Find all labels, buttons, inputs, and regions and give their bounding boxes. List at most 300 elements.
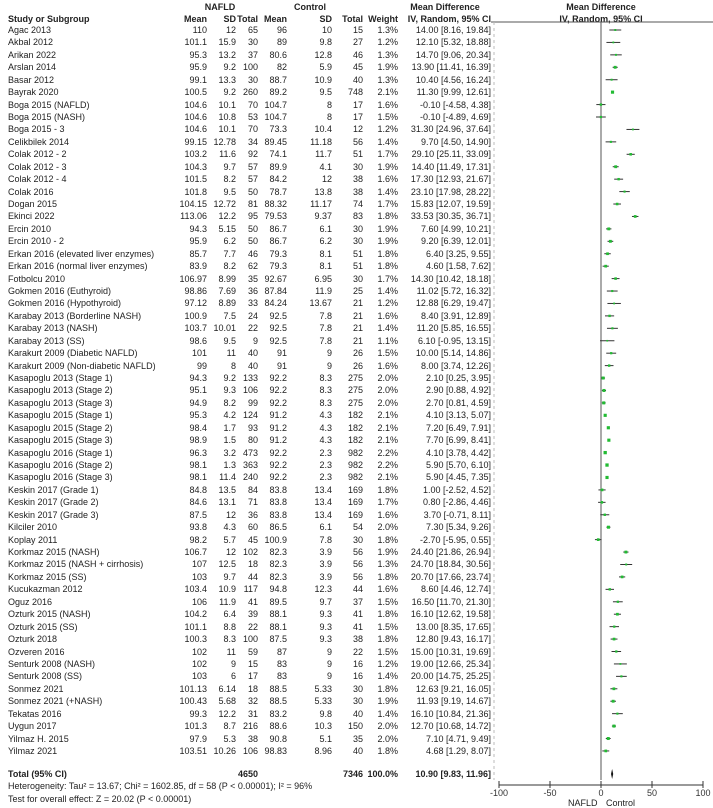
nafld-sd: 8 xyxy=(230,360,236,371)
nafld-sd: 10.01 xyxy=(213,323,236,334)
nafld-total: 65 xyxy=(247,25,258,35)
study-name: Kasapoglu 2013 (Stage 1) xyxy=(8,373,113,384)
control-sd: 6.1 xyxy=(319,223,332,234)
mean-diff-ci: 2.10 [0.25, 3.95] xyxy=(425,373,491,384)
nafld-sd: 9.7 xyxy=(223,571,236,582)
mean-diff-ci: 3.70 [-0.71, 8.11] xyxy=(423,509,491,520)
nafld-total: 22 xyxy=(247,323,258,334)
mean-diff-ci: 5.90 [5.70, 6.10] xyxy=(425,460,491,471)
control-sd: 9.3 xyxy=(319,621,332,632)
effect-square xyxy=(614,165,617,168)
control-mean: 88.1 xyxy=(269,621,287,632)
weight: 1.6% xyxy=(377,99,398,110)
effect-square xyxy=(614,277,617,280)
nafld-sd: 9.2 xyxy=(223,62,236,73)
nafld-total: 9 xyxy=(252,335,258,346)
control-total: 169 xyxy=(347,509,363,520)
effect-square xyxy=(610,352,612,354)
nafld-mean: 103 xyxy=(191,571,207,582)
effect-square xyxy=(602,377,605,380)
nafld-mean: 104.6 xyxy=(184,124,207,135)
control-total: 40 xyxy=(352,745,363,756)
mean-diff-ci: 15.83 [12.07, 19.59] xyxy=(410,199,491,210)
weight: 2.1% xyxy=(377,410,398,421)
control-mean: 91 xyxy=(276,348,287,359)
control-mean: 83.8 xyxy=(269,497,287,508)
nafld-mean: 99.1 xyxy=(189,74,207,85)
control-sd: 13.4 xyxy=(314,484,332,495)
study-name: Boga 2015 (NASH) xyxy=(8,112,86,122)
control-mean: 83.2 xyxy=(269,708,287,719)
control-mean: 92.2 xyxy=(269,397,287,408)
nafld-total: 36 xyxy=(247,509,258,520)
control-mean: 92.2 xyxy=(269,373,287,384)
control-sd: 7.8 xyxy=(319,310,332,321)
control-sd: 6.95 xyxy=(314,273,332,284)
control-mean: 91 xyxy=(276,360,287,371)
nafld-sd: 5.15 xyxy=(218,223,236,234)
control-total: 51 xyxy=(352,261,363,272)
nafld-mean: 101 xyxy=(191,348,207,359)
study-name: Ercin 2010 xyxy=(8,223,52,234)
mean-diff-ci: 29.10 [25.11, 33.09] xyxy=(411,149,491,160)
nafld-mean: 103 xyxy=(191,671,207,682)
study-name: Kilciler 2010 xyxy=(8,522,58,533)
nafld-sd: 7.69 xyxy=(218,286,236,297)
nafld-total: 62 xyxy=(247,261,258,272)
mean-diff-ci: 6.40 [3.25, 9.55] xyxy=(425,248,491,259)
study-name: Yilmaz 2021 xyxy=(8,745,58,756)
weight: 2.1% xyxy=(377,87,398,98)
total-label: Total (95% CI) xyxy=(8,769,67,779)
study-name: Kasapoglu 2013 (Stage 2) xyxy=(8,385,113,396)
control-mean: 86.7 xyxy=(269,236,287,247)
nafld-total: 50 xyxy=(247,236,258,247)
mean-diff-ci: 16.50 [11.70, 21.30] xyxy=(411,596,491,607)
summary-diamond xyxy=(611,769,613,779)
control-sd: 13.67 xyxy=(309,298,332,309)
control-total: 16 xyxy=(352,671,363,682)
effect-square xyxy=(629,153,632,156)
study-name: Gokmen 2016 (Euthyroid) xyxy=(8,286,112,297)
effect-square xyxy=(612,725,615,728)
control-sd: 10.4 xyxy=(314,124,332,135)
mean-diff-ci: 15.00 [10.31, 19.69] xyxy=(410,646,491,657)
control-mean: 88.5 xyxy=(269,683,287,694)
weight: 1.9% xyxy=(377,696,398,707)
control-total: 30 xyxy=(352,161,363,172)
mean-diff-ci: 7.70 [6.99, 8.41] xyxy=(425,435,491,446)
nafld-sd: 11.9 xyxy=(219,596,236,607)
header-mean2: Mean xyxy=(263,14,287,24)
mean-diff-ci: 14.30 [10.42, 18.18] xyxy=(410,273,491,284)
nafld-mean: 104.6 xyxy=(184,99,207,110)
effect-square xyxy=(600,103,602,105)
mean-diff-ci: 8.00 [3.74, 12.26] xyxy=(420,360,491,371)
mean-diff-ci: 11.93 [9.19, 14.67] xyxy=(416,696,491,707)
nafld-total: 33 xyxy=(247,298,258,309)
control-mean: 92.5 xyxy=(269,310,287,321)
nafld-sd: 4.2 xyxy=(223,410,236,421)
header-study: Study or Subgroup xyxy=(8,14,90,24)
nafld-mean: 101.13 xyxy=(179,683,207,694)
control-sd: 5.9 xyxy=(319,62,332,73)
nafld-sd: 9.7 xyxy=(223,161,236,172)
study-name: Erkan 2016 (elevated liver enzymes) xyxy=(8,248,155,259)
control-sd: 11.9 xyxy=(315,286,332,297)
effect-square xyxy=(610,141,612,143)
nafld-total: 70 xyxy=(247,99,258,110)
nafld-total: 106 xyxy=(242,745,258,756)
effect-square xyxy=(605,463,608,466)
nafld-mean: 100.3 xyxy=(184,634,207,645)
effect-square xyxy=(613,626,615,628)
weight: 1.3% xyxy=(377,559,398,570)
study-name: Uygun 2017 xyxy=(8,721,57,732)
study-name: Bayrak 2020 xyxy=(8,87,59,98)
mean-diff-ci: 7.60 [4.99, 10.21] xyxy=(420,223,491,234)
control-mean: 89 xyxy=(276,37,287,48)
control-total: 26 xyxy=(352,360,363,371)
nafld-mean: 84.8 xyxy=(189,484,207,495)
control-sd: 5.33 xyxy=(314,696,332,707)
weight: 1.6% xyxy=(377,174,398,185)
nafld-total: 46 xyxy=(247,248,258,259)
control-sd: 9.7 xyxy=(319,596,332,607)
mean-diff-ci: 14.00 [8.16, 19.84] xyxy=(415,25,491,35)
study-name: Colak 2012 - 3 xyxy=(8,161,67,172)
control-total: 17 xyxy=(352,112,363,122)
nafld-mean: 99.3 xyxy=(189,708,207,719)
control-mean: 92.67 xyxy=(264,273,287,284)
study-name: Arikan 2022 xyxy=(8,49,57,60)
weight: 1.6% xyxy=(377,584,398,595)
study-name: Celikbilek 2014 xyxy=(8,136,70,147)
nafld-mean: 95.1 xyxy=(189,385,207,396)
nafld-sd: 12.72 xyxy=(213,199,236,210)
control-total: 275 xyxy=(347,385,363,396)
nafld-total: 99 xyxy=(247,397,258,408)
mean-diff-ci: -0.10 [-4.58, 4.38] xyxy=(419,99,491,110)
mean-diff-ci: 16.10 [10.84, 21.36] xyxy=(410,708,491,719)
control-total: 40 xyxy=(352,74,363,85)
effect-square xyxy=(616,203,619,206)
weight: 2.0% xyxy=(377,522,398,533)
nafld-total: 45 xyxy=(247,534,258,545)
mean-diff-ci: 11.20 [5.85, 16.55] xyxy=(416,323,491,334)
nafld-mean: 102 xyxy=(191,658,207,669)
nafld-mean: 98.6 xyxy=(189,335,207,346)
nafld-sd: 13.5 xyxy=(218,484,236,495)
effect-square xyxy=(608,364,610,366)
weight: 1.4% xyxy=(377,136,398,147)
control-sd: 3.9 xyxy=(319,571,332,582)
mean-diff-ci: 0.80 [-2.86, 4.46] xyxy=(422,497,491,508)
study-name: Korkmaz 2015 (SS) xyxy=(8,571,87,582)
control-mean: 83 xyxy=(276,671,287,682)
mean-diff-ci: -2.70 [-5.95, 0.55] xyxy=(419,534,491,545)
weight: 1.7% xyxy=(377,149,398,160)
mean-diff-ci: -0.10 [-4.89, 4.69] xyxy=(419,112,491,122)
control-mean: 92.2 xyxy=(269,472,287,483)
nafld-total: 30 xyxy=(247,37,258,48)
study-name: Koplay 2011 xyxy=(8,534,58,545)
control-sd: 7.8 xyxy=(319,534,332,545)
control-total: 56 xyxy=(352,559,363,570)
nafld-mean: 101.3 xyxy=(184,721,207,732)
effect-square xyxy=(607,737,610,740)
control-sd: 8.3 xyxy=(319,385,332,396)
control-mean: 73.3 xyxy=(269,124,287,135)
effect-square xyxy=(606,252,609,255)
study-name: Keskin 2017 (Grade 1) xyxy=(8,484,99,495)
control-total: 17 xyxy=(352,99,363,110)
mean-diff-ci: 12.63 [9.21, 16.05] xyxy=(415,683,491,694)
mean-diff-ci: 14.70 [9.06, 20.34] xyxy=(415,49,491,60)
nafld-sd: 5.3 xyxy=(223,733,236,744)
header-total2: Total xyxy=(342,14,363,24)
effect-square xyxy=(634,215,637,218)
control-mean: 89.2 xyxy=(269,87,287,98)
control-sd: 3.9 xyxy=(319,547,332,558)
control-total: 44 xyxy=(352,584,363,595)
study-name: Karakurt 2009 (Non-diabetic NAFLD) xyxy=(8,360,156,371)
control-sd: 4.3 xyxy=(319,410,332,421)
weight: 1.7% xyxy=(377,497,398,508)
study-name: Oguz 2016 xyxy=(8,596,53,607)
control-mean: 89.9 xyxy=(269,161,287,172)
control-sd: 2.3 xyxy=(319,447,332,458)
weight: 2.0% xyxy=(377,721,398,732)
nafld-mean: 103.4 xyxy=(184,584,207,595)
control-mean: 87.84 xyxy=(264,286,287,297)
effect-square xyxy=(632,129,634,131)
control-mean: 88.1 xyxy=(269,609,287,620)
control-sd: 3.9 xyxy=(319,559,332,570)
nafld-sd: 6.14 xyxy=(218,683,236,694)
nafld-mean: 95.9 xyxy=(189,236,207,247)
nafld-mean: 101.8 xyxy=(184,186,207,197)
control-total: 83 xyxy=(352,211,363,222)
nafld-sd: 7.7 xyxy=(223,248,236,259)
nafld-sd: 8.7 xyxy=(223,721,236,732)
control-sd: 10.9 xyxy=(314,74,332,85)
control-mean: 88.7 xyxy=(269,74,287,85)
control-total: 40 xyxy=(352,708,363,719)
weight: 1.8% xyxy=(377,261,398,272)
total-n2: 7346 xyxy=(342,769,363,779)
control-total: 15 xyxy=(352,25,363,35)
study-name: Keskin 2017 (Grade 2) xyxy=(8,497,99,508)
nafld-sd: 8.2 xyxy=(223,174,236,185)
mean-diff-ci: 10.00 [5.14, 14.86] xyxy=(415,348,491,359)
nafld-mean: 106 xyxy=(191,596,207,607)
mean-diff-ci: 2.90 [0.88, 4.92] xyxy=(425,385,491,396)
nafld-mean: 104.3 xyxy=(184,161,207,172)
weight: 1.8% xyxy=(377,745,398,756)
control-sd: 12 xyxy=(321,174,332,185)
weight: 1.4% xyxy=(377,708,398,719)
study-name: Kasapoglu 2016 (Stage 3) xyxy=(8,472,113,483)
effect-square xyxy=(613,687,616,690)
x-tick-label: 50 xyxy=(646,788,658,798)
effect-square xyxy=(617,601,619,603)
nafld-sd: 9 xyxy=(230,658,236,669)
study-name: Karabay 2013 (NASH) xyxy=(8,323,98,334)
nafld-mean: 98.9 xyxy=(189,435,207,446)
header-group2: Control xyxy=(294,2,326,12)
control-mean: 104.7 xyxy=(264,99,287,110)
control-total: 275 xyxy=(347,397,363,408)
effect-square xyxy=(619,663,621,665)
weight: 1.1% xyxy=(377,335,398,346)
effect-square xyxy=(615,650,617,652)
effect-square xyxy=(601,501,604,504)
control-total: 30 xyxy=(352,534,363,545)
nafld-sd: 15.9 xyxy=(218,37,236,48)
nafld-total: 473 xyxy=(242,447,258,458)
nafld-total: 59 xyxy=(247,646,258,657)
control-mean: 79.3 xyxy=(269,261,287,272)
effect-square xyxy=(617,178,619,180)
nafld-mean: 104.6 xyxy=(184,112,207,122)
control-total: 51 xyxy=(352,248,363,259)
control-total: 21 xyxy=(352,323,363,334)
nafld-mean: 97.9 xyxy=(189,733,207,744)
weight: 1.4% xyxy=(377,323,398,334)
nafld-sd: 11 xyxy=(226,646,236,657)
nafld-total: 44 xyxy=(247,571,258,582)
control-sd: 8.1 xyxy=(319,261,332,272)
nafld-total: 37 xyxy=(247,49,258,60)
weight: 2.2% xyxy=(377,460,398,471)
nafld-mean: 98.4 xyxy=(189,422,207,433)
nafld-mean: 98.1 xyxy=(189,472,207,483)
effect-square xyxy=(604,414,607,417)
control-sd: 9.3 xyxy=(319,634,332,645)
control-total: 22 xyxy=(352,646,363,657)
nafld-sd: 13.1 xyxy=(218,497,236,508)
control-total: 30 xyxy=(352,273,363,284)
nafld-total: 30 xyxy=(247,74,258,85)
control-total: 74 xyxy=(352,199,363,210)
study-name: Sonmez 2021 xyxy=(8,683,64,694)
weight: 1.8% xyxy=(377,534,398,545)
mean-diff-ci: 6.10 [-0.95, 13.15] xyxy=(417,335,491,346)
effect-square xyxy=(607,227,610,230)
nafld-sd: 12.78 xyxy=(213,136,236,147)
control-mean: 82.3 xyxy=(269,571,287,582)
control-sd: 7.8 xyxy=(319,323,332,334)
control-total: 748 xyxy=(347,87,363,98)
effect-square xyxy=(604,265,607,268)
nafld-sd: 9.3 xyxy=(223,385,236,396)
control-sd: 5.33 xyxy=(314,683,332,694)
nafld-mean: 97.12 xyxy=(184,298,207,309)
nafld-mean: 94.3 xyxy=(189,373,207,384)
nafld-total: 92 xyxy=(247,149,258,160)
effect-square xyxy=(615,54,617,56)
nafld-sd: 8.8 xyxy=(223,621,236,632)
effect-square xyxy=(600,116,602,118)
control-mean: 89.5 xyxy=(269,596,287,607)
mean-diff-ci: 7.10 [4.71, 9.49] xyxy=(425,733,491,744)
effect-square xyxy=(602,389,605,392)
study-name: Kasapoglu 2015 (Stage 1) xyxy=(8,410,113,421)
x-tick-label: 0 xyxy=(598,788,604,798)
weight: 1.8% xyxy=(377,571,398,582)
mean-diff-ci: 23.10 [17.98, 28.22] xyxy=(410,186,491,197)
study-name: Erkan 2016 (normal liver enzymes) xyxy=(8,261,148,272)
effect-square xyxy=(612,42,614,44)
effect-square xyxy=(604,750,607,753)
control-mean: 96 xyxy=(276,25,287,35)
nafld-total: 50 xyxy=(247,186,258,197)
weight: 1.5% xyxy=(377,621,398,632)
control-sd: 11.7 xyxy=(315,149,332,160)
nafld-mean: 104.2 xyxy=(184,609,207,620)
weight: 1.8% xyxy=(377,634,398,645)
nafld-sd: 10.26 xyxy=(213,745,236,756)
mean-diff-ci: 4.10 [3.13, 5.07] xyxy=(425,410,491,421)
nafld-sd: 8.99 xyxy=(218,273,236,284)
mean-diff-ci: 7.30 [5.34, 9.26] xyxy=(425,522,491,533)
effect-square xyxy=(604,514,606,516)
header-sd1: SD xyxy=(223,14,236,24)
nafld-mean: 102 xyxy=(191,646,207,657)
control-total: 21 xyxy=(352,335,363,346)
nafld-mean: 94.9 xyxy=(189,397,207,408)
nafld-mean: 95.3 xyxy=(189,49,207,60)
weight: 1.3% xyxy=(377,25,398,35)
study-name: Agac 2013 xyxy=(8,25,52,35)
nafld-mean: 113.06 xyxy=(180,211,207,222)
control-mean: 78.7 xyxy=(269,186,287,197)
study-name: Karabay 2013 (SS) xyxy=(8,335,85,346)
header-sd2: SD xyxy=(319,14,332,24)
mean-diff-ci: 2.70 [0.81, 4.59] xyxy=(425,397,491,408)
control-mean: 79.3 xyxy=(269,248,287,259)
nafld-sd: 11.4 xyxy=(219,472,236,483)
control-mean: 100.9 xyxy=(264,534,287,545)
weight: 1.8% xyxy=(377,248,398,259)
nafld-sd: 6.4 xyxy=(223,609,236,620)
nafld-mean: 101.5 xyxy=(184,174,207,185)
nafld-sd: 1.5 xyxy=(223,435,236,446)
header-mean1: Mean xyxy=(183,14,207,24)
nafld-sd: 8.2 xyxy=(223,261,236,272)
effect-square xyxy=(608,315,610,317)
control-sd: 4.1 xyxy=(319,161,332,172)
x-tick-label: -50 xyxy=(543,788,557,798)
weight: 1.9% xyxy=(377,547,398,558)
effect-square xyxy=(609,240,612,243)
nafld-total: 133 xyxy=(242,373,258,384)
weight: 1.2% xyxy=(377,658,398,669)
study-name: Ozturk 2015 (SS) xyxy=(8,621,78,632)
weight: 2.0% xyxy=(377,397,398,408)
nafld-sd: 6.2 xyxy=(223,236,236,247)
control-sd: 9.3 xyxy=(319,609,332,620)
weight: 1.5% xyxy=(377,596,398,607)
weight: 1.9% xyxy=(377,236,398,247)
mean-diff-ci: 9.20 [6.39, 12.01] xyxy=(420,236,491,247)
mean-diff-ci: 4.10 [3.78, 4.42] xyxy=(425,447,491,458)
control-mean: 87 xyxy=(276,646,287,657)
nafld-total: 70 xyxy=(247,124,258,135)
study-name: Gokmen 2016 (Hypothyroid) xyxy=(8,298,122,309)
nafld-mean: 96.3 xyxy=(189,447,207,458)
